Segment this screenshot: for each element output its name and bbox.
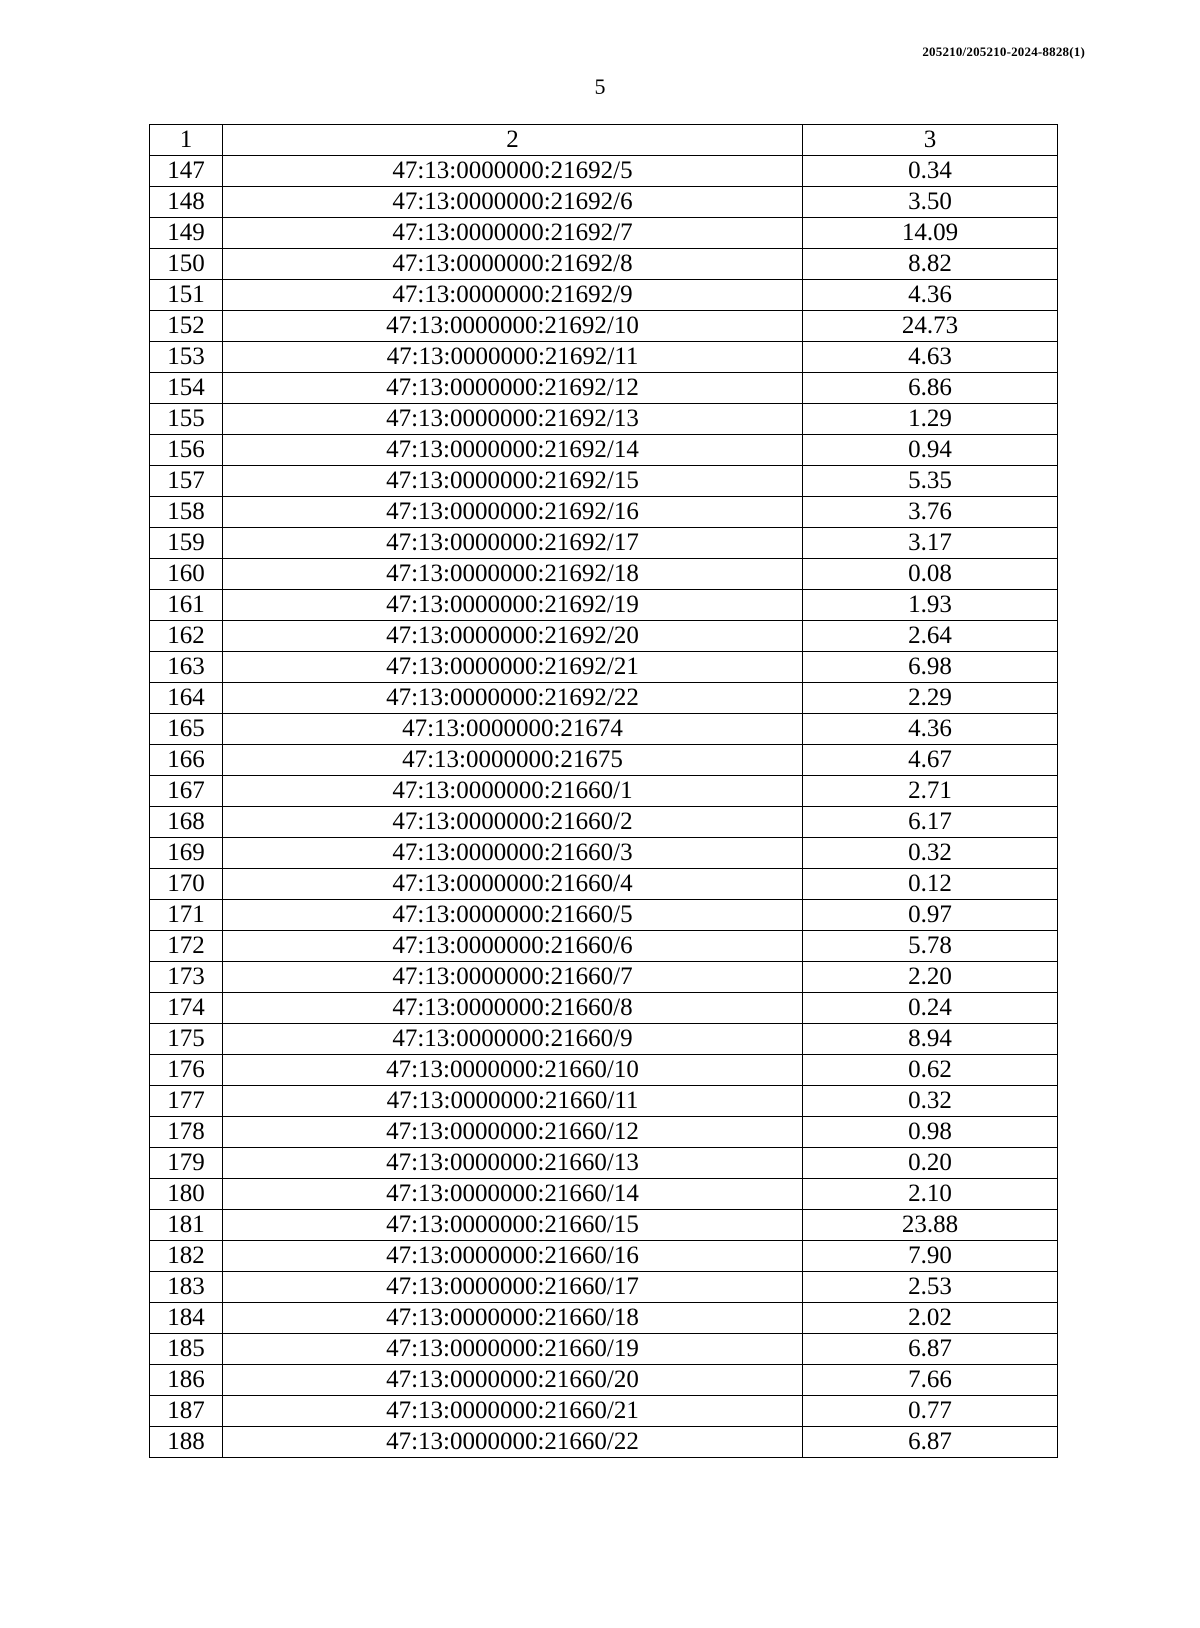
table-row — [150, 559, 1058, 590]
document-id: 205210/205210-2024-8828(1) — [922, 44, 1085, 59]
row-number-cell: 185 — [150, 1334, 223, 1365]
table-row — [150, 1210, 1058, 1241]
cadastral-number-cell: 47:13:0000000:21692/22 — [223, 683, 803, 714]
value-cell: 3.50 — [803, 187, 1058, 218]
row-number-cell: 167 — [150, 776, 223, 807]
cadastral-number-cell: 47:13:0000000:21660/1 — [223, 776, 803, 807]
cadastral-number-cell: 47:13:0000000:21660/22 — [223, 1427, 803, 1458]
table-row — [150, 466, 1058, 497]
value-cell: 6.17 — [803, 807, 1058, 838]
table-row — [150, 1055, 1058, 1086]
cadastral-number-cell: 47:13:0000000:21692/10 — [223, 311, 803, 342]
table-row — [150, 621, 1058, 652]
cadastral-number-cell: 47:13:0000000:21660/4 — [223, 869, 803, 900]
value-cell: 3.17 — [803, 528, 1058, 559]
row-number-cell: 157 — [150, 466, 223, 497]
cadastral-number-cell: 47:13:0000000:21692/16 — [223, 497, 803, 528]
table-row — [150, 838, 1058, 869]
table-row — [150, 1024, 1058, 1055]
row-number-cell: 163 — [150, 652, 223, 683]
cadastral-number-cell: 47:13:0000000:21692/13 — [223, 404, 803, 435]
row-number-cell: 170 — [150, 869, 223, 900]
table-row — [150, 900, 1058, 931]
column-header-3: 3 — [803, 125, 1058, 156]
value-cell: 2.10 — [803, 1179, 1058, 1210]
row-number-cell: 150 — [150, 249, 223, 280]
row-number-cell: 156 — [150, 435, 223, 466]
table-row — [150, 962, 1058, 993]
value-cell: 2.02 — [803, 1303, 1058, 1334]
row-number-cell: 174 — [150, 993, 223, 1024]
table-row — [150, 435, 1058, 466]
table-body — [150, 156, 1058, 1458]
value-cell: 6.98 — [803, 652, 1058, 683]
cadastral-number-cell: 47:13:0000000:21660/13 — [223, 1148, 803, 1179]
column-header-2: 2 — [223, 125, 803, 156]
cadastral-number-cell: 47:13:0000000:21660/11 — [223, 1086, 803, 1117]
row-number-cell: 168 — [150, 807, 223, 838]
row-number-cell: 181 — [150, 1210, 223, 1241]
value-cell: 1.29 — [803, 404, 1058, 435]
cadastral-number-cell: 47:13:0000000:21692/9 — [223, 280, 803, 311]
cadastral-number-cell: 47:13:0000000:21660/16 — [223, 1241, 803, 1272]
value-cell: 0.94 — [803, 435, 1058, 466]
table-row — [150, 745, 1058, 776]
cadastral-number-cell: 47:13:0000000:21674 — [223, 714, 803, 745]
value-cell: 0.77 — [803, 1396, 1058, 1427]
value-cell: 24.73 — [803, 311, 1058, 342]
cadastral-number-cell: 47:13:0000000:21675 — [223, 745, 803, 776]
table-row — [150, 218, 1058, 249]
value-cell: 8.94 — [803, 1024, 1058, 1055]
value-cell: 1.93 — [803, 590, 1058, 621]
table-row — [150, 869, 1058, 900]
table-row — [150, 249, 1058, 280]
value-cell: 4.36 — [803, 280, 1058, 311]
row-number-cell: 182 — [150, 1241, 223, 1272]
value-cell: 5.78 — [803, 931, 1058, 962]
table-row — [150, 807, 1058, 838]
row-number-cell: 175 — [150, 1024, 223, 1055]
value-cell: 6.87 — [803, 1427, 1058, 1458]
row-number-cell: 180 — [150, 1179, 223, 1210]
value-cell: 0.34 — [803, 156, 1058, 187]
value-cell: 14.09 — [803, 218, 1058, 249]
row-number-cell: 164 — [150, 683, 223, 714]
value-cell: 0.24 — [803, 993, 1058, 1024]
row-number-cell: 161 — [150, 590, 223, 621]
table-row — [150, 342, 1058, 373]
row-number-cell: 166 — [150, 745, 223, 776]
table-row — [150, 1148, 1058, 1179]
cadastral-number-cell: 47:13:0000000:21660/19 — [223, 1334, 803, 1365]
row-number-cell: 158 — [150, 497, 223, 528]
page-number: 5 — [594, 74, 606, 99]
value-cell: 0.97 — [803, 900, 1058, 931]
table-row — [150, 590, 1058, 621]
value-cell: 4.67 — [803, 745, 1058, 776]
cadastral-number-cell: 47:13:0000000:21660/10 — [223, 1055, 803, 1086]
row-number-cell: 186 — [150, 1365, 223, 1396]
table-row — [150, 1365, 1058, 1396]
parcel-table — [149, 124, 1058, 1458]
value-cell: 0.32 — [803, 1086, 1058, 1117]
table-row — [150, 156, 1058, 187]
cadastral-number-cell: 47:13:0000000:21692/19 — [223, 590, 803, 621]
row-number-cell: 173 — [150, 962, 223, 993]
value-cell: 2.64 — [803, 621, 1058, 652]
table-row — [150, 1334, 1058, 1365]
row-number-cell: 188 — [150, 1427, 223, 1458]
row-number-cell: 179 — [150, 1148, 223, 1179]
cadastral-number-cell: 47:13:0000000:21660/8 — [223, 993, 803, 1024]
header-row — [150, 125, 1058, 156]
row-number-cell: 160 — [150, 559, 223, 590]
value-cell: 2.53 — [803, 1272, 1058, 1303]
row-number-cell: 147 — [150, 156, 223, 187]
table-row — [150, 683, 1058, 714]
value-cell: 5.35 — [803, 466, 1058, 497]
column-header-1: 1 — [150, 125, 223, 156]
cadastral-number-cell: 47:13:0000000:21692/11 — [223, 342, 803, 373]
cadastral-number-cell: 47:13:0000000:21692/8 — [223, 249, 803, 280]
row-number-cell: 149 — [150, 218, 223, 249]
row-number-cell: 153 — [150, 342, 223, 373]
table-row — [150, 993, 1058, 1024]
cadastral-number-cell: 47:13:0000000:21660/14 — [223, 1179, 803, 1210]
cadastral-number-cell: 47:13:0000000:21692/20 — [223, 621, 803, 652]
cadastral-number-cell: 47:13:0000000:21692/7 — [223, 218, 803, 249]
row-number-cell: 162 — [150, 621, 223, 652]
value-cell: 2.71 — [803, 776, 1058, 807]
cadastral-number-cell: 47:13:0000000:21692/21 — [223, 652, 803, 683]
row-number-cell: 176 — [150, 1055, 223, 1086]
table-row — [150, 404, 1058, 435]
value-cell: 3.76 — [803, 497, 1058, 528]
cadastral-number-cell: 47:13:0000000:21692/5 — [223, 156, 803, 187]
table-row — [150, 1272, 1058, 1303]
cadastral-number-cell: 47:13:0000000:21660/12 — [223, 1117, 803, 1148]
cadastral-number-cell: 47:13:0000000:21660/21 — [223, 1396, 803, 1427]
table-row — [150, 1086, 1058, 1117]
cadastral-number-cell: 47:13:0000000:21692/18 — [223, 559, 803, 590]
row-number-cell: 178 — [150, 1117, 223, 1148]
table-row — [150, 497, 1058, 528]
value-cell: 0.32 — [803, 838, 1058, 869]
cadastral-number-cell: 47:13:0000000:21660/17 — [223, 1272, 803, 1303]
value-cell: 6.87 — [803, 1334, 1058, 1365]
cadastral-number-cell: 47:13:0000000:21692/6 — [223, 187, 803, 218]
table-row — [150, 1179, 1058, 1210]
value-cell: 4.36 — [803, 714, 1058, 745]
row-number-cell: 148 — [150, 187, 223, 218]
table-row — [150, 1117, 1058, 1148]
cadastral-number-cell: 47:13:0000000:21692/15 — [223, 466, 803, 497]
cadastral-number-cell: 47:13:0000000:21660/5 — [223, 900, 803, 931]
value-cell: 7.90 — [803, 1241, 1058, 1272]
cadastral-number-cell: 47:13:0000000:21660/2 — [223, 807, 803, 838]
value-cell: 0.20 — [803, 1148, 1058, 1179]
row-number-cell: 172 — [150, 931, 223, 962]
row-number-cell: 184 — [150, 1303, 223, 1334]
table-row — [150, 1303, 1058, 1334]
row-number-cell: 165 — [150, 714, 223, 745]
value-cell: 0.62 — [803, 1055, 1058, 1086]
value-cell: 7.66 — [803, 1365, 1058, 1396]
table-row — [150, 931, 1058, 962]
table-row — [150, 1427, 1058, 1458]
table-row — [150, 311, 1058, 342]
cadastral-number-cell: 47:13:0000000:21692/14 — [223, 435, 803, 466]
row-number-cell: 177 — [150, 1086, 223, 1117]
value-cell: 2.20 — [803, 962, 1058, 993]
value-cell: 0.98 — [803, 1117, 1058, 1148]
value-cell: 6.86 — [803, 373, 1058, 404]
row-number-cell: 187 — [150, 1396, 223, 1427]
table-row — [150, 373, 1058, 404]
row-number-cell: 152 — [150, 311, 223, 342]
cadastral-number-cell: 47:13:0000000:21692/17 — [223, 528, 803, 559]
cadastral-number-cell: 47:13:0000000:21660/15 — [223, 1210, 803, 1241]
cadastral-number-cell: 47:13:0000000:21660/7 — [223, 962, 803, 993]
value-cell: 2.29 — [803, 683, 1058, 714]
table-row — [150, 714, 1058, 745]
cadastral-number-cell: 47:13:0000000:21660/6 — [223, 931, 803, 962]
cadastral-number-cell: 47:13:0000000:21660/9 — [223, 1024, 803, 1055]
table-header — [150, 125, 1058, 156]
value-cell: 4.63 — [803, 342, 1058, 373]
row-number-cell: 154 — [150, 373, 223, 404]
row-number-cell: 155 — [150, 404, 223, 435]
row-number-cell: 159 — [150, 528, 223, 559]
row-number-cell: 151 — [150, 280, 223, 311]
cadastral-number-cell: 47:13:0000000:21692/12 — [223, 373, 803, 404]
row-number-cell: 183 — [150, 1272, 223, 1303]
table-row — [150, 280, 1058, 311]
value-cell: 23.88 — [803, 1210, 1058, 1241]
row-number-cell: 171 — [150, 900, 223, 931]
row-number-cell: 169 — [150, 838, 223, 869]
value-cell: 8.82 — [803, 249, 1058, 280]
cadastral-number-cell: 47:13:0000000:21660/18 — [223, 1303, 803, 1334]
value-cell: 0.08 — [803, 559, 1058, 590]
cadastral-number-cell: 47:13:0000000:21660/3 — [223, 838, 803, 869]
cadastral-number-cell: 47:13:0000000:21660/20 — [223, 1365, 803, 1396]
table-row — [150, 1396, 1058, 1427]
table-row — [150, 187, 1058, 218]
table-row — [150, 1241, 1058, 1272]
table-row — [150, 528, 1058, 559]
value-cell: 0.12 — [803, 869, 1058, 900]
table-row — [150, 652, 1058, 683]
table-row — [150, 776, 1058, 807]
